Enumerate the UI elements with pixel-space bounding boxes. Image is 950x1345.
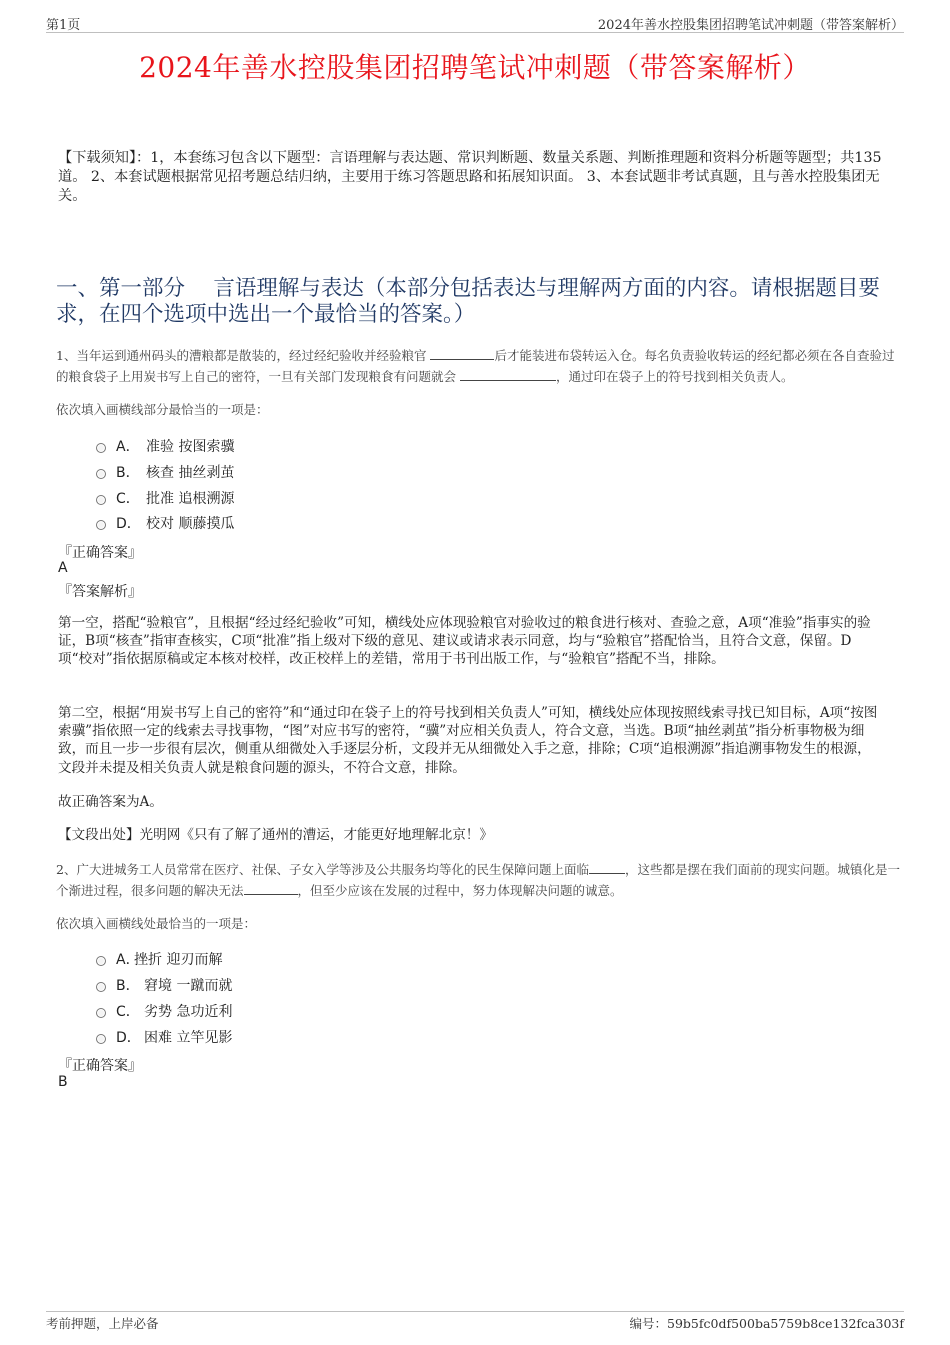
document-id: 编号：59b5fc0df500ba5759b8ce132fca303f xyxy=(629,1316,904,1331)
question-2-stem xyxy=(56,859,902,901)
radio-icon[interactable] xyxy=(96,469,106,479)
option-letter: B． xyxy=(116,978,140,994)
option-text: 挫折 迎刃而解 xyxy=(134,952,223,968)
question-2-option-a[interactable] xyxy=(96,949,222,969)
radio-icon[interactable] xyxy=(96,982,106,992)
analysis-paragraph-1: 第一空，搭配“验粮官”，且根据“经过经纪验收”可知，横线处应体现验粮官对验收过的粮食进行核对、查验之意，A项“准验”指事实的验证，B项“核查”指审查核实，C项“批准”指上级对下级的意见、建议或请求表示同意，均与“验粮官”搭配恰当，且符合文意，保留。D项“校对”指依据原稿或定本核对校样，改正校样上的差错，常用于书刊出版工作，与“验粮官”搭配不当，排除。 xyxy=(58,615,871,668)
correct-answer-value: B xyxy=(58,1074,68,1090)
radio-icon[interactable] xyxy=(96,956,106,966)
option-letter: A． xyxy=(116,439,140,455)
page-title: 2024年善水控股集团招聘笔试冲刺题（带答案解析） xyxy=(139,51,811,84)
option-text: 窘境 一蹴而就 xyxy=(144,978,233,994)
source-citation: 【文段出处】光明网《只有了解了通州的漕运，才能更好地理解北京！》 xyxy=(58,827,493,843)
header-divider xyxy=(46,32,904,33)
question-2-stem-part: ，这些都是摆在我们面前的现实问题。城镇化是一个渐进过程，很多问题的解决无法 xyxy=(56,862,900,898)
option-letter: D． xyxy=(116,1030,141,1046)
correct-answer-label: 『正确答案』 xyxy=(58,1058,142,1074)
download-notice: 【下载须知】：1，本套练习包含以下题型：言语理解与表达题、常识判断题、数量关系题、判断推理题和资料分析题等题型；共135道。 2、本套试题根据常见招考题总结归纳，主要用于练习答题思路和拓展知识面。 3、本套试题非考试真题，且与善水控股集团无关。 xyxy=(58,150,882,204)
radio-icon[interactable] xyxy=(96,495,106,505)
option-text: 批准 追根溯源 xyxy=(146,491,235,507)
question-2-stem-part: 2、广大进城务工人员常常在医疗、社保、子女入学等涉及公共服务均等化的民生保障问题上面临 xyxy=(56,862,589,877)
section-title: 一、第一部分 言语理解与表达（本部分包括表达与理解两方面的内容。请根据题目要求，在四个选项中选出一个最恰当的答案。） xyxy=(56,276,880,327)
option-letter: D． xyxy=(116,516,141,532)
option-letter: A． xyxy=(116,952,140,968)
radio-icon[interactable] xyxy=(96,1034,106,1044)
option-text: 核查 抽丝剥茧 xyxy=(146,465,235,481)
question-2-stem-part: ，但至少应该在发展的过程中，努力体现解决问题的诚意。 xyxy=(297,883,623,898)
answer-blank xyxy=(430,347,494,360)
header-doc-title: 2024年善水控股集团招聘笔试冲刺题（带答案解析） xyxy=(597,18,904,33)
option-letter: B． xyxy=(116,465,140,481)
analysis-label: 『答案解析』 xyxy=(58,584,142,600)
question-1-stem-part: ，通过印在袋子上的符号找到相关负责人。 xyxy=(555,369,794,384)
question-1-option-c[interactable] xyxy=(96,488,234,508)
option-text: 劣势 急功近利 xyxy=(144,1004,233,1020)
question-2-option-c[interactable] xyxy=(96,1001,232,1021)
option-letter: C． xyxy=(116,1004,140,1020)
page-number: 第1页 xyxy=(46,18,81,33)
option-text: 准验 按图索骥 xyxy=(146,439,235,455)
radio-icon[interactable] xyxy=(96,443,106,453)
answer-blank xyxy=(460,368,556,381)
option-text: 困难 立竿见影 xyxy=(144,1030,233,1046)
option-text: 校对 顺藤摸瓜 xyxy=(146,516,235,532)
question-1-option-b[interactable] xyxy=(96,462,234,482)
footer-slogan: 考前押题，上岸必备 xyxy=(46,1316,159,1331)
question-1-stem xyxy=(56,345,902,387)
question-2-option-b[interactable] xyxy=(96,975,232,995)
footer-divider xyxy=(46,1311,904,1312)
option-letter: C． xyxy=(116,491,140,507)
question-1-prompt: 依次填入画横线部分最恰当的一项是： xyxy=(56,402,269,417)
analysis-paragraph-2: 第二空，根据“用炭书写上自己的密符”和“通过印在袋子上的符号找到相关负责人”可知，横线处应体现按照线索寻找已知目标，A项“按图索骥”指依照一定的线索去寻找事物，“图”对应书写的密符，“骥”对应相关负责人，符合文意，当选。B项“抽丝剥茧”指分析事物极为细致，而且一步一步很有层次，侧重从细微处入手逐层分析，文段并无从细微处入手之意，排除；C项“追根溯源”指追溯事物发生的根源，文段并未提及相关负责人就是粮食问题的源头，不符合文意，排除。 xyxy=(58,705,878,776)
correct-answer-value: A xyxy=(58,560,68,576)
radio-icon[interactable] xyxy=(96,520,106,530)
question-2-prompt: 依次填入画横线处最恰当的一项是： xyxy=(56,916,257,931)
question-1-stem-part: 1、当年运到通州码头的漕粮都是散装的，经过经纪验收并经验粮官 xyxy=(56,348,431,363)
question-1-stem-part: 后才能装进布袋转运入仓。每名负责验收转运的经纪都必须在各自查验过的粮食袋子上用炭书写上自己的密符，一旦有关部门发现粮食有问题就会 xyxy=(56,348,895,384)
question-1-option-a[interactable] xyxy=(96,436,234,456)
radio-icon[interactable] xyxy=(96,1008,106,1018)
answer-blank xyxy=(589,861,625,874)
correct-answer-label: 『正确答案』 xyxy=(58,545,142,561)
analysis-conclusion: 故正确答案为A。 xyxy=(58,794,163,810)
question-2-option-d[interactable] xyxy=(96,1027,232,1047)
question-1-option-d[interactable] xyxy=(96,513,234,533)
answer-blank xyxy=(244,882,298,895)
